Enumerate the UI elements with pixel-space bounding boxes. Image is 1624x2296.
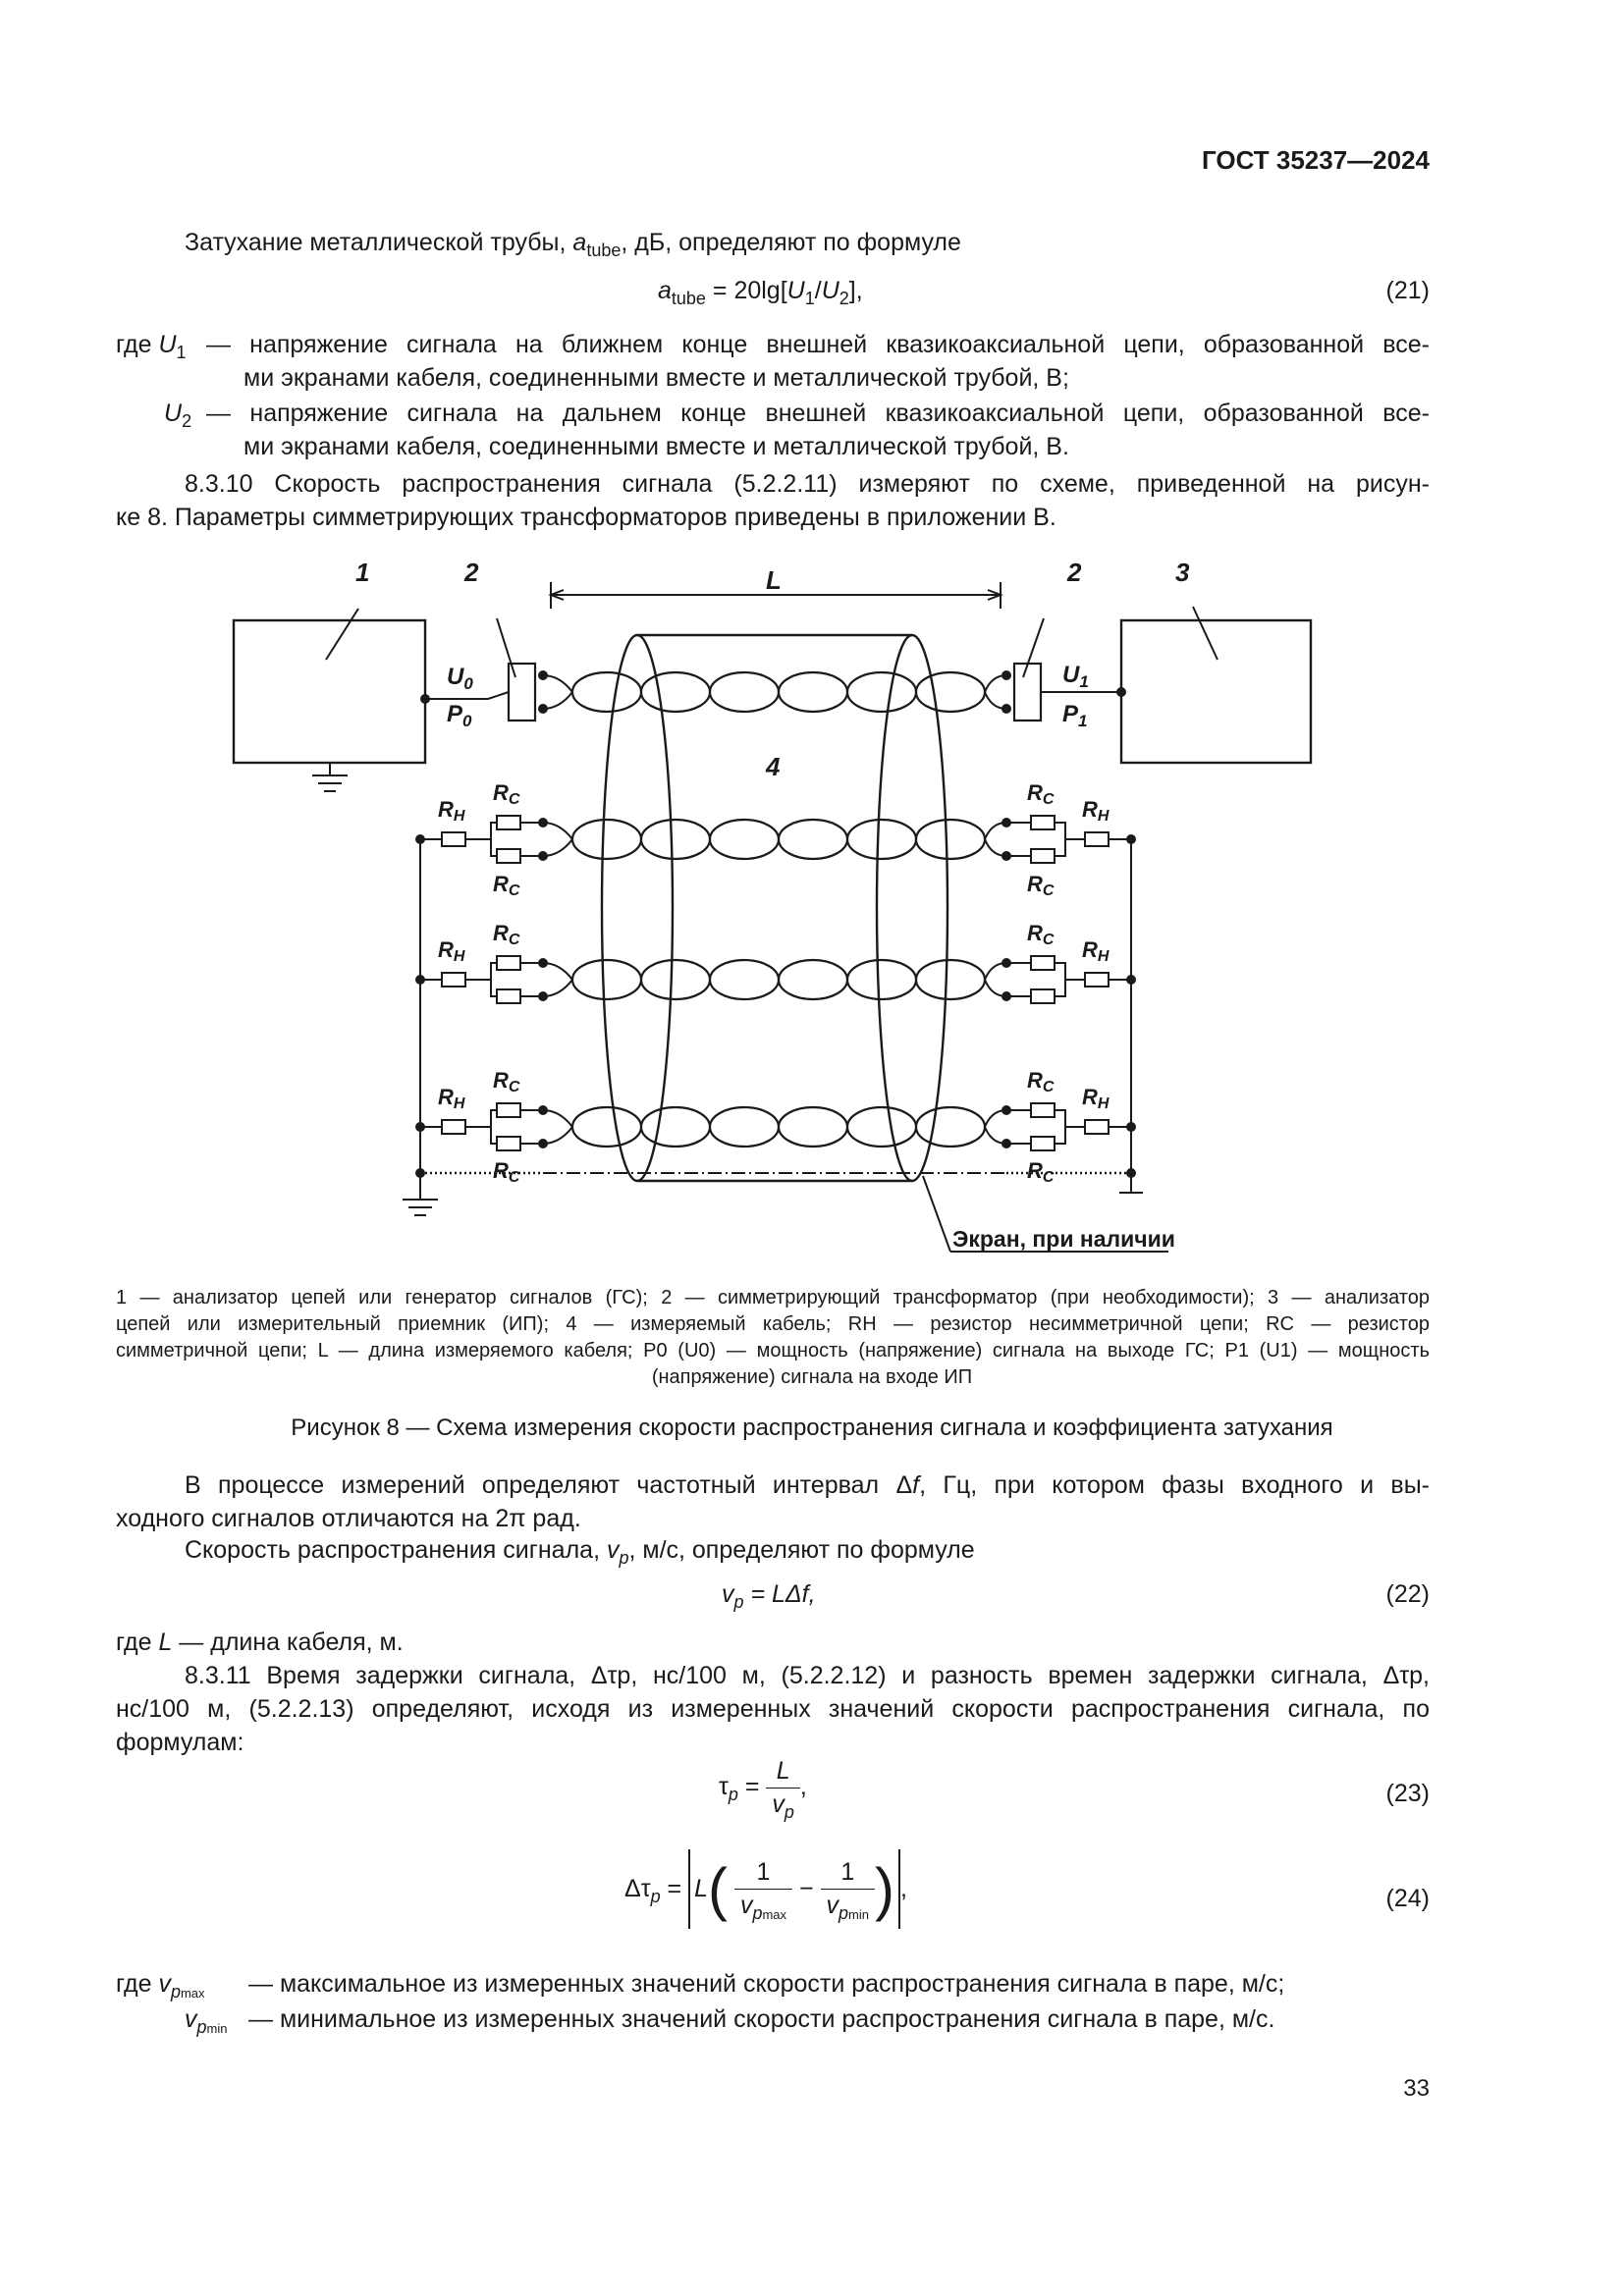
svg-text:RC: RC — [493, 780, 520, 808]
pair-row-1 — [543, 820, 1006, 859]
transformer-2-right — [1014, 664, 1041, 721]
numerator: 1 — [734, 1858, 792, 1890]
text: Δ — [895, 1471, 913, 1499]
where-u1-line1: — напряжение сигнала на ближнем конце внешней квазикоаксиальной цепи, образованной все- — [206, 331, 1430, 358]
equation-23 — [719, 1757, 807, 1822]
label-U1: $U_1$ — [1062, 662, 1089, 691]
paragraph-process-line2: ходного сигналов отличаются на 2π рад. — [116, 1505, 581, 1532]
var: U — [158, 331, 177, 358]
label-3: 3 — [1175, 558, 1190, 587]
svg-text:RН: RН — [438, 1085, 465, 1112]
text: где — [116, 1629, 159, 1656]
document-header: ГОСТ 35237—2024 — [1202, 145, 1430, 175]
paragraph-8311-line3: формулам: — [116, 1729, 244, 1756]
sub: tube — [586, 240, 622, 260]
transformer-2-left — [509, 664, 535, 721]
var: v — [739, 1892, 753, 1919]
sub: p — [170, 1982, 181, 2002]
var: a — [572, 229, 587, 256]
var: U — [786, 277, 805, 304]
var: v — [826, 1892, 839, 1919]
text: В процессе измерений определяют частотный интервал — [185, 1471, 896, 1499]
sub: p — [784, 1802, 794, 1822]
figure-legend-line2: цепей или измерительный приемник (ИП); 4 — измеряемый кабель; RН — резистор несимметричной цепи; RС — резистор — [116, 1313, 1430, 1335]
pair-row-3 — [543, 1107, 1006, 1147]
equation-number-22: (22) — [1385, 1580, 1430, 1608]
text: − — [798, 1875, 814, 1902]
subsub: max — [762, 1907, 787, 1922]
paragraph-8310-line1: 8.3.10 Скорость распространения сигнала (5.2.2.11) измеряют по схеме, приведенной на рисун- — [185, 470, 1430, 498]
svg-text:RН: RН — [1082, 937, 1110, 965]
svg-text:RC: RC — [1027, 921, 1055, 948]
sub: p — [733, 1592, 744, 1612]
var: U — [821, 277, 839, 304]
subsub: min — [848, 1907, 869, 1922]
lhs — [624, 1875, 682, 1906]
cable-4-cylinder — [602, 635, 947, 1181]
svg-text:RН: RН — [1082, 797, 1110, 825]
paren: ) — [875, 1856, 894, 1922]
sub: p — [728, 1785, 738, 1805]
text: Затухание металлической трубы, — [185, 229, 573, 256]
sub: 2 — [839, 289, 849, 308]
var: v — [606, 1536, 620, 1564]
numerator: 1 — [821, 1858, 875, 1890]
label-4: 4 — [766, 752, 781, 781]
svg-text:RC: RC — [1027, 872, 1055, 899]
where-u2-line1: — напряжение сигнала на дальнем конце внешней квазикоаксиальной цепи, образованной все- — [206, 400, 1430, 427]
var: v — [772, 1790, 785, 1818]
figure-legend-line1: 1 — анализатор цепей или генератор сигналов (ГС); 2 — симметрирующий трансформатор (при необходимости); 3 — анализатор — [116, 1287, 1430, 1308]
fraction-max — [734, 1858, 792, 1923]
label-P1: $P_1$ — [1062, 701, 1088, 730]
text: = LΔf, — [743, 1580, 816, 1608]
svg-text:RН: RН — [438, 937, 465, 965]
sub: 2 — [182, 411, 192, 431]
label-L: L — [766, 565, 782, 595]
equation-22 — [722, 1580, 816, 1612]
var: L — [694, 1875, 708, 1902]
label-P0: $P_0$ — [447, 701, 472, 730]
paragraph-process-line1 — [185, 1468, 1430, 1502]
numerator: L — [766, 1757, 800, 1789]
equation-number-21: (21) — [1385, 277, 1430, 304]
svg-text:RC: RC — [1027, 780, 1055, 808]
where-u2-line2: ми экранами кабеля, соединенными вместе и металлической трубой, В. — [244, 433, 1069, 460]
denominator — [766, 1789, 800, 1822]
text: , — [799, 1773, 807, 1801]
screen-label: Экран, при наличии — [952, 1226, 1175, 1252]
where-vmin-symbol — [185, 2002, 227, 2036]
paren: ( — [708, 1856, 728, 1922]
sub: p — [619, 1548, 629, 1568]
where-u1-line2: ми экранами кабеля, соединенными вместе и металлической трубой, В; — [244, 364, 1069, 392]
fraction — [766, 1757, 800, 1822]
where-L — [116, 1626, 404, 1659]
figure-caption: Рисунок 8 — Схема измерения скорости распространения сигнала и коэффициента затухания — [291, 1415, 1333, 1441]
equation-number-23: (23) — [1385, 1780, 1430, 1807]
sub: tube — [671, 289, 706, 308]
left-terminations — [403, 823, 543, 1215]
svg-text:RН: RН — [438, 797, 465, 825]
var: U — [164, 400, 183, 427]
text: , — [899, 1875, 907, 1902]
text: = — [737, 1773, 767, 1801]
svg-text:RC: RC — [1027, 1158, 1055, 1186]
label-1: 1 — [355, 558, 370, 587]
where-vmin-text: — минимальное из измеренных значений скорости распространения сигнала в паре, м/с. — [248, 2005, 1275, 2033]
label-U0: $U_0$ — [447, 664, 473, 693]
sub: p — [752, 1903, 763, 1923]
paragraph-8311-line2: нс/100 м, (5.2.2.13) определяют, исходя из измеренных значений скорости распространения сигнала, по — [116, 1695, 1430, 1723]
main-twisted-pair — [420, 670, 1126, 714]
label-2-left: 2 — [464, 558, 479, 587]
sub: p — [196, 2017, 207, 2037]
var: v — [722, 1580, 734, 1608]
svg-text:RC: RC — [493, 872, 520, 899]
text: , м/с, определяют по формуле — [628, 1536, 975, 1564]
svg-text:RC: RC — [493, 1068, 520, 1095]
text: Скорость распространения сигнала, — [185, 1536, 607, 1564]
subsub: min — [206, 2021, 228, 2036]
sub: 1 — [804, 289, 815, 308]
denominator — [734, 1890, 792, 1923]
page-number: 33 — [1403, 2075, 1430, 2102]
resistor-labels — [438, 780, 1110, 1186]
text: ], — [848, 277, 863, 304]
var: τ — [719, 1773, 729, 1801]
text: , дБ, определяют по формуле — [621, 229, 961, 256]
figure-legend-line4: (напряжение) сигнала на входе ИП — [651, 1366, 973, 1388]
sub: p — [839, 1903, 849, 1923]
svg-text:RC: RC — [493, 921, 520, 948]
equation-24 — [624, 1849, 907, 1948]
label-2-right: 2 — [1067, 558, 1082, 587]
text: = 20lg[ — [705, 277, 787, 304]
analyzer-box-3 — [1121, 620, 1311, 763]
svg-text:RН: RН — [1082, 1085, 1110, 1112]
where-vmax-text: — максимальное из измеренных значений скорости распространения сигнала в паре, м/с; — [248, 1970, 1285, 1998]
abs-bars — [688, 1849, 900, 1929]
paragraph-8311-line1: 8.3.11 Время задержки сигнала, Δτp, нс/100 м, (5.2.2.12) и разность времен задержки сигнала, Δτp, — [185, 1662, 1430, 1689]
svg-text:RC: RC — [1027, 1068, 1055, 1095]
where-vmax-symbol — [116, 1967, 205, 2001]
var: v — [158, 1970, 171, 1998]
figure-legend-line3: симметричной цепи; L — длина измеряемого кабеля; P0 (U0) — мощность (напряжение) сигнала на выходе ГС; P1 (U1) — мощность — [116, 1340, 1430, 1362]
resistors — [442, 816, 1109, 1150]
text: , Гц, при котором фазы входного и вы- — [919, 1471, 1430, 1499]
analyzer-box-1 — [234, 620, 425, 763]
text: / — [814, 277, 822, 304]
sub: 1 — [176, 343, 187, 362]
svg-text:RC: RC — [493, 1158, 520, 1186]
subsub: max — [180, 1986, 205, 2001]
var: L — [158, 1629, 173, 1656]
var: v — [185, 2005, 197, 2033]
paragraph-8310-line2: ке 8. Параметры симметрирующих трансформаторов приведены в приложении В. — [116, 504, 1056, 531]
equation-number-24: (24) — [1385, 1885, 1430, 1912]
var: Δτ — [624, 1875, 651, 1902]
fraction-min — [821, 1858, 875, 1923]
text: где — [116, 1970, 152, 1998]
sub: p — [650, 1887, 661, 1906]
paragraph-speed — [185, 1533, 975, 1567]
denominator — [821, 1890, 875, 1923]
var: f — [912, 1471, 920, 1499]
text: = — [660, 1875, 682, 1902]
pair-row-2 — [543, 960, 1006, 999]
text: — длина кабеля, м. — [172, 1629, 404, 1656]
var: a — [658, 277, 672, 304]
text: где — [116, 331, 152, 358]
